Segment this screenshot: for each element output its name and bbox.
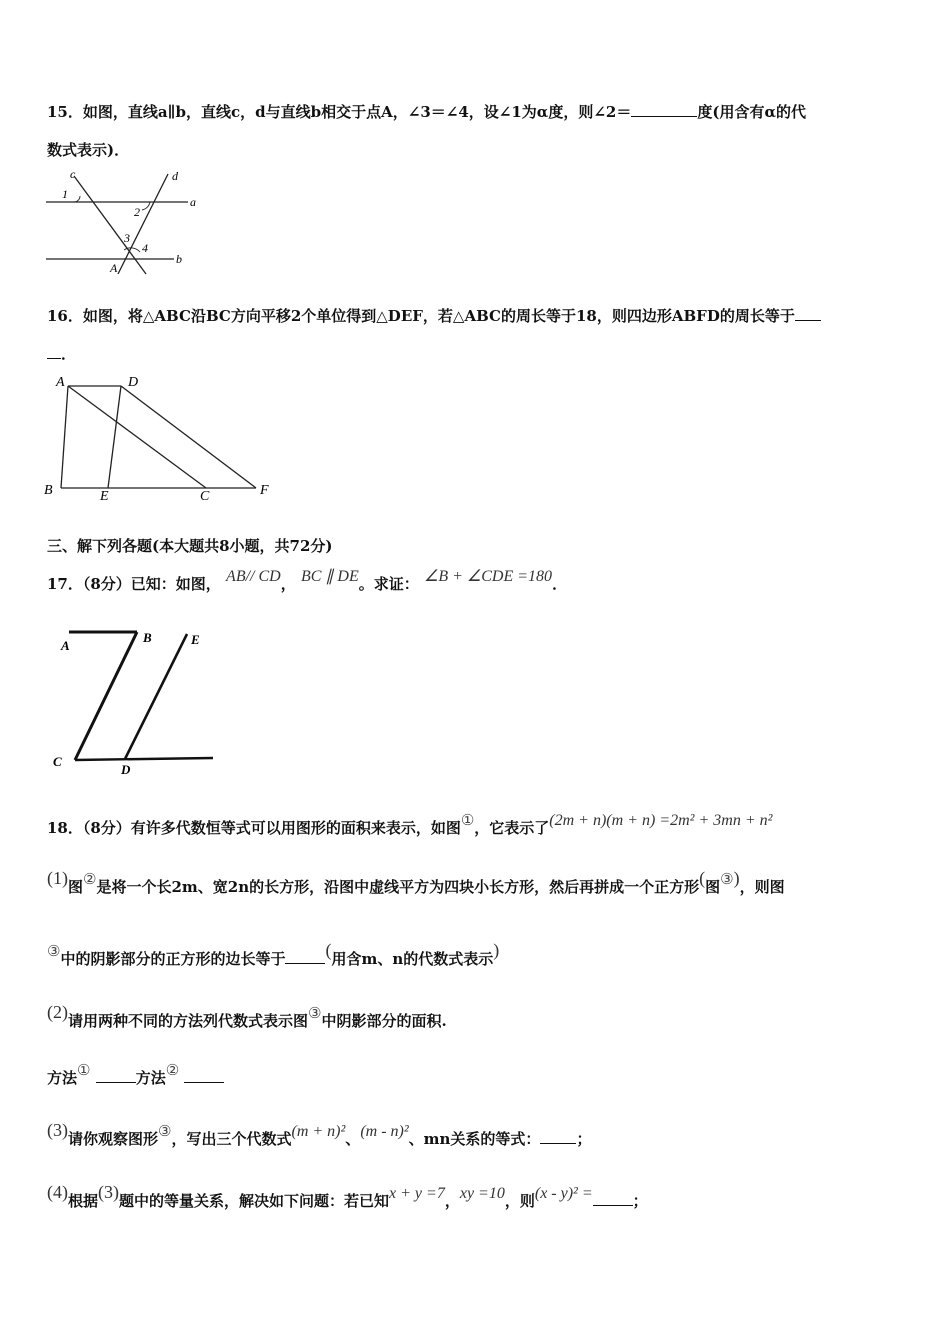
label-b: b [176,252,182,266]
q18-part1-text-b: 是将一个长2m、宽2n的长方形，沿图中虚线平方为四块小长方形，然后再拼成一个正方形 [96,878,700,896]
q16-answer-blank-part1[interactable] [795,306,821,321]
q15-answer-blank[interactable] [631,102,697,117]
q18-part2-text-a: 请用两种不同的方法列代数式表示图 [68,1012,309,1030]
q15-text-line1 [47,102,910,122]
q18-given-xy: xy =10 [459,1185,505,1202]
q16-stem-end: ． [61,345,77,363]
label-c: c [70,167,76,181]
q18-part1-line2-paren-open: ( [325,940,332,960]
q15-stem: 15．如图，直线a∥b，直线c，d与直线b相交于点A，∠3＝∠4，设∠1为α度，则∠2＝ [47,103,632,121]
q18-figure-ref-2: ② [83,870,97,888]
q18-part1-text-d: ，则图 [739,878,785,896]
label-B: B [143,630,152,645]
q18-part1-line2 [47,940,910,969]
q18-part3-number: (3) [47,1120,68,1140]
q17-end: ． [552,575,568,593]
q18-part3 [47,1120,910,1150]
q17-text [47,568,910,595]
q18-part4-sep: ， [444,1192,460,1210]
section-heading: 三、解下列各题(本大题共8小题，共72分) [47,537,333,555]
q18-part1-answer-blank[interactable] [285,949,325,964]
q18-method1-blank[interactable] [96,1068,136,1083]
q18-part2-number: (2) [47,1002,68,1022]
q18-method1-circ: ① [77,1061,91,1079]
q18-part3-text-b: ，写出三个代数式 [171,1130,292,1148]
q18-expr-m-plus-n-sq: (m + n)² [291,1123,346,1140]
q16-answer-blank-part2[interactable] [47,344,61,359]
q18-part1-line2-note: 用含m、n的代数式表示 [331,950,494,968]
q18-part4-end: ； [632,1192,648,1210]
q18-expr-x-minus-y-sq: (x - y)² = [534,1185,593,1202]
q17-prove-statement: ∠B + ∠CDE =180 [424,568,553,585]
angle-3-label: 3 [124,231,130,245]
q18-figure-ref-3: ③ [720,870,734,888]
angle-2-label: 2 [134,205,140,219]
q17-given-ab-cd: AB// CD [226,568,281,585]
q18-method2-circ: ② [165,1061,180,1079]
q16-stem: 16．如图，将△ABC沿BC方向平移2个单位得到△DEF，若△ABC的周长等于18，则四边形ABFD的周长等于 [47,307,795,325]
q18-stem: 18．（8分）有许多代数恒等式可以用图形的面积来表示，如图 [47,819,461,837]
q18-identity: (2m + n)(m + n) =2m² + 3mn + n² [549,812,773,829]
q18-figure-ref-3b: ③ [47,942,61,960]
q16-text-line2 [47,344,910,364]
q18-part1-line2-text: 中的阴影部分的正方形的边长等于 [60,950,286,968]
q18-part1-paren-open: ( [699,868,706,888]
q18-part1-line2-paren-close: ) [493,940,500,960]
q18-part3-end: ； [576,1130,592,1148]
q18-part3-figure-ref: ③ [158,1122,172,1140]
q18-part2-text-b: 中阴影部分的面积. [321,1012,447,1030]
q18-part4-text-c: ，则 [504,1192,535,1210]
q17-separator: ， [280,575,296,593]
q18-part2-figure-ref: ③ [308,1004,322,1022]
label-d: d [172,169,178,183]
q17-prove-label: 。求证： [358,575,419,593]
q18-part3-text-c: 、mn关系的等式： [408,1130,541,1148]
label-A: A [61,638,70,653]
q17-given-bc-de: BC ∥ DE [300,568,359,585]
q16-figure [40,370,280,504]
q18-part4-ref: (3) [98,1182,120,1202]
q18-part3-answer-blank[interactable] [540,1129,576,1144]
q17-stem: 17．（8分）已知：如图， [47,575,221,593]
q18-methods [47,1061,910,1088]
q18-part3-sep: 、 [345,1130,361,1148]
q18-part1-paren-close: ) [733,868,740,888]
q18-stem-mid: ，它表示了 [474,819,550,837]
label-E: E [100,489,109,504]
angle-1-label: 1 [62,187,68,201]
label-C: C [53,754,62,769]
q16-text-line1 [47,306,910,326]
q18-part4-number: (4) [47,1182,68,1202]
label-D: D [128,375,139,390]
label-D: D [121,762,131,777]
q18-given-x-plus-y: x + y =7 [389,1185,445,1202]
label-A: A [110,261,118,275]
q18-part4-text-a: 根据 [68,1192,99,1210]
q18-part1-line1 [47,868,910,897]
q18-part4-text-b: 题中的等量关系，解决如下问题：若已知 [119,1192,390,1210]
q17-figure [45,620,225,780]
angle-4-label: 4 [142,241,148,255]
q18-method2-blank[interactable] [184,1068,224,1083]
label-F: F [260,483,269,498]
q18-part4 [47,1182,910,1212]
q15-stem-end: 度(用含有α的代 [697,103,806,121]
q18-intro [47,811,910,839]
q18-method2-label: 方法 [135,1069,166,1087]
q18-part1-text-c: 图 [705,878,721,896]
label-B: B [44,483,53,498]
q18-figure-ref-1: ① [460,811,475,829]
q18-part2 [47,1002,910,1031]
q18-part3-text-a: 请你观察图形 [68,1130,159,1148]
q18-part1-text-a: 图 [68,878,84,896]
label-E: E [191,632,200,647]
q15-text-line2: 数式表示)． [47,141,130,159]
q18-expr-m-minus-n-sq: (m - n)² [360,1123,409,1140]
label-C: C [200,489,210,504]
q15-figure [40,166,200,278]
q18-part4-answer-blank[interactable] [593,1191,633,1206]
q18-method1-label: 方法 [47,1069,78,1087]
label-a: a [190,195,196,209]
q18-part1-number: (1) [47,868,68,888]
label-A: A [56,375,65,390]
